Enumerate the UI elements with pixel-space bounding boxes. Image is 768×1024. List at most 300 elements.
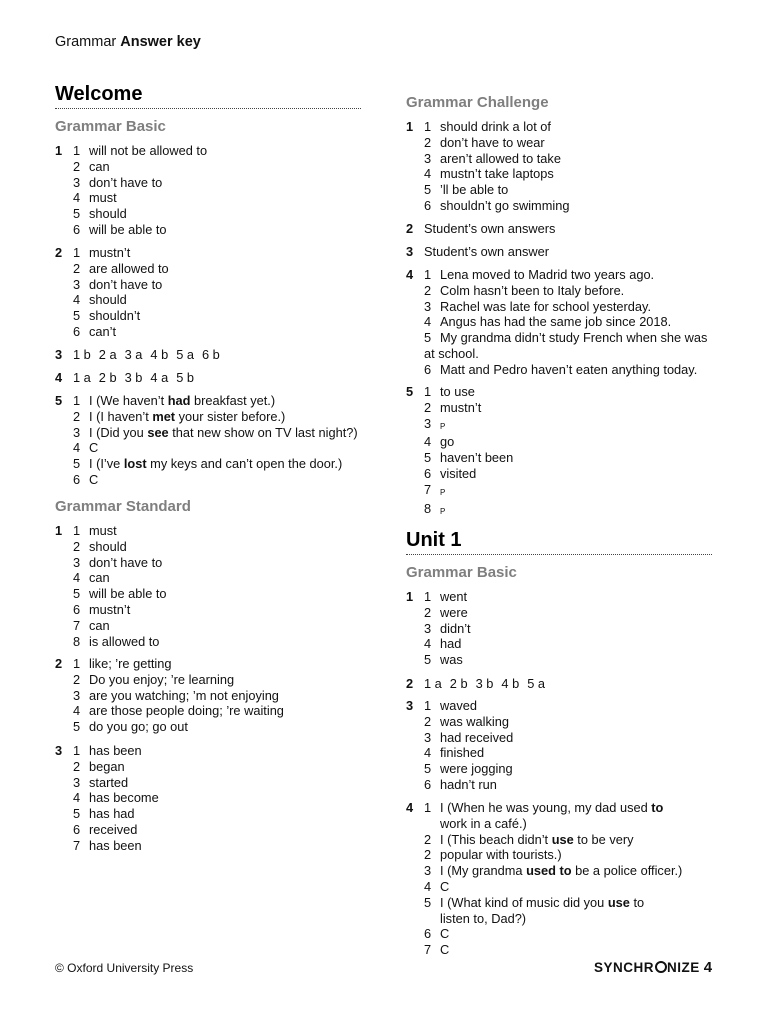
answer-row xyxy=(406,777,716,793)
question-number xyxy=(55,190,73,206)
item-number: 8 xyxy=(73,633,81,649)
answer-row xyxy=(406,926,716,942)
answer-row xyxy=(406,135,716,151)
brand-text-start: SYNCHR xyxy=(594,960,655,975)
item-number: 4 xyxy=(424,745,432,761)
answer-item: 4 a xyxy=(150,370,169,385)
answer-row xyxy=(406,466,716,482)
item-number: 4 xyxy=(424,878,432,894)
answer-row xyxy=(55,190,365,206)
question-number xyxy=(406,416,424,435)
answer-text: can xyxy=(89,158,110,174)
answer-row xyxy=(55,703,365,719)
answer-item: 5 b xyxy=(176,370,194,385)
answer-row xyxy=(406,942,716,958)
answer-row xyxy=(55,523,365,539)
question-number xyxy=(406,330,424,346)
answer-text: hadn’t run xyxy=(440,776,497,792)
item-number: 2 xyxy=(424,847,432,863)
answer-keyword: use xyxy=(551,831,574,847)
answer-row xyxy=(55,634,365,650)
item-number: 7 xyxy=(73,617,81,633)
item-number: 2 xyxy=(424,399,432,415)
answer-row xyxy=(55,370,365,386)
answer-text: haven’t been xyxy=(440,450,514,466)
item-number: 3 xyxy=(424,620,432,636)
answer-row xyxy=(406,847,716,863)
answer-text: had received xyxy=(440,729,514,745)
answer-text: Angus has had the same job since 2018. xyxy=(440,314,672,330)
answer-row xyxy=(406,698,716,714)
answer-text: has become xyxy=(89,790,159,806)
brand-text-end: NIZE xyxy=(667,960,700,975)
question-number xyxy=(406,621,424,637)
answer-text: were xyxy=(440,604,468,620)
answer-row xyxy=(55,409,365,425)
question-number xyxy=(55,688,73,704)
item-number: 3 xyxy=(73,276,81,292)
item-number: 5 xyxy=(73,806,81,822)
question-number: 2 xyxy=(55,245,63,260)
item-number: 1 xyxy=(73,245,81,260)
answer-row xyxy=(406,652,716,668)
tick-mark: P xyxy=(440,487,446,497)
question-number xyxy=(406,761,424,777)
answer-item: 3 b xyxy=(124,370,143,385)
question-number: 2 xyxy=(406,676,414,691)
answer-row xyxy=(55,292,365,308)
item-number: 7 xyxy=(424,942,432,958)
answer-row xyxy=(406,221,716,237)
item-number: 2 xyxy=(73,758,81,774)
answer-text: shouldn’t xyxy=(89,308,141,324)
item-number: 6 xyxy=(424,926,432,942)
question-number: 3 xyxy=(406,698,414,713)
item-number: 4 xyxy=(73,570,81,586)
item-number: 5 xyxy=(424,182,432,198)
copyright: © Oxford University Press xyxy=(55,961,194,975)
question-number xyxy=(406,450,424,466)
answer-text: is allowed to xyxy=(89,633,160,649)
answer-item: 5 a xyxy=(176,347,194,362)
answer-row xyxy=(55,586,365,602)
answer-text: Lena moved to Madrid two years ago. xyxy=(440,267,655,282)
answer-keyword: used to xyxy=(526,863,572,879)
answer-text: I (When he was young, my dad used to xyxy=(440,800,664,815)
answer-row xyxy=(406,730,716,746)
answer-text: go xyxy=(440,434,455,450)
item-number: 6 xyxy=(73,323,81,339)
answer-text: must xyxy=(89,523,117,538)
question-number xyxy=(406,847,424,863)
answer-row xyxy=(406,362,716,378)
answer-text: will not be allowed to xyxy=(89,143,208,158)
answer-text: was xyxy=(440,652,463,668)
answer-keyword: use xyxy=(607,894,630,910)
answer-text: Student’s own answer xyxy=(424,244,549,259)
answer-item: 2 b xyxy=(449,676,468,691)
answer-row xyxy=(406,198,716,214)
unit1-title: Unit 1 xyxy=(406,529,712,555)
item-number: 3 xyxy=(424,298,432,314)
item-number: 5 xyxy=(424,761,432,777)
answer-row xyxy=(406,450,716,466)
question-number xyxy=(55,822,73,838)
answer-text: C xyxy=(89,440,99,456)
question-number xyxy=(406,911,424,927)
brand-o-icon xyxy=(655,961,667,973)
item-number: 2 xyxy=(424,831,432,847)
answer-text: can xyxy=(89,570,110,586)
item-number: 1 xyxy=(424,589,432,604)
answer-row xyxy=(55,324,365,340)
answer-text: Rachel was late for school yesterday. xyxy=(440,298,652,314)
question-number: 3 xyxy=(55,743,63,758)
answer-row xyxy=(406,745,716,761)
answer-text: should drink a lot of xyxy=(440,119,551,134)
answer-row xyxy=(55,775,365,791)
answer-text: I (I haven’t met your sister before.) xyxy=(89,408,286,424)
answer-continuation: at school. xyxy=(424,345,479,361)
answer-text: C xyxy=(89,471,99,487)
answer-text: had xyxy=(440,636,462,652)
question-number xyxy=(55,555,73,571)
question-number xyxy=(406,314,424,330)
answer-row xyxy=(55,456,365,472)
answer-text: will be able to xyxy=(89,221,167,237)
answer-keyword: met xyxy=(152,408,176,424)
item-number: 4 xyxy=(73,440,81,456)
answer-text: mustn’t xyxy=(440,399,482,415)
challenge-q3 xyxy=(406,244,716,260)
item-number: 2 xyxy=(73,671,81,687)
question-number xyxy=(406,466,424,482)
answer-row xyxy=(55,425,365,441)
item-number: 2 xyxy=(73,408,81,424)
item-number: 1 xyxy=(73,656,81,671)
answer-row xyxy=(55,245,365,261)
question-number xyxy=(55,175,73,191)
question-number xyxy=(55,703,73,719)
question-number: 1 xyxy=(406,119,414,134)
question-number xyxy=(55,719,73,735)
unit1-q1 xyxy=(406,589,716,668)
challenge-q5 xyxy=(406,384,716,519)
answer-text: listen to, Dad?) xyxy=(440,910,527,926)
unit1-q3 xyxy=(406,698,716,793)
answer-text: are those people doing; ’re waiting xyxy=(89,703,284,719)
answer-text: went xyxy=(440,589,468,604)
question-number: 1 xyxy=(55,523,63,538)
answer-text: finished xyxy=(440,745,485,761)
question-number xyxy=(55,277,73,293)
answer-text: don’t have to xyxy=(89,276,163,292)
answer-row xyxy=(406,911,716,927)
item-number: 1 xyxy=(424,267,432,282)
level-number: 4 xyxy=(703,959,713,976)
question-number xyxy=(55,222,73,238)
answer-item: 4 b xyxy=(501,676,520,691)
question-number: 5 xyxy=(55,393,63,408)
answer-text: Colm hasn’t been to Italy before. xyxy=(440,282,625,298)
question-number xyxy=(55,586,73,602)
question-number xyxy=(406,863,424,879)
answer-items xyxy=(73,370,202,386)
answer-row xyxy=(406,589,716,605)
question-number xyxy=(406,942,424,958)
question-number xyxy=(55,570,73,586)
answer-text: has been xyxy=(89,743,142,758)
item-number: 4 xyxy=(424,166,432,182)
header-bold: Answer key xyxy=(120,34,201,50)
question-number xyxy=(55,472,73,488)
item-number: 5 xyxy=(73,719,81,735)
item-number: 6 xyxy=(73,471,81,487)
item-number: 3 xyxy=(424,863,432,879)
item-number: 3 xyxy=(73,554,81,570)
answer-text: waved xyxy=(440,698,477,713)
basic-q5 xyxy=(55,393,365,488)
item-number: 6 xyxy=(424,776,432,792)
welcome-title: Welcome xyxy=(55,83,361,109)
question-number xyxy=(55,634,73,650)
page-header xyxy=(55,34,201,50)
answer-text: I (We haven’t had breakfast yet.) xyxy=(89,393,276,408)
answer-row xyxy=(55,347,365,363)
answer-text: C xyxy=(440,878,450,894)
answer-text: I (My grandma used to be a police officer.) xyxy=(440,863,683,879)
item-number: 5 xyxy=(424,330,432,346)
answer-text: are allowed to xyxy=(89,260,169,276)
answer-text: C xyxy=(440,942,450,958)
answer-item: 3 a xyxy=(124,347,143,362)
answer-row xyxy=(406,636,716,652)
answer-text: to use xyxy=(440,384,475,399)
answer-text: has had xyxy=(89,806,135,822)
answer-text xyxy=(440,482,716,501)
question-number xyxy=(55,159,73,175)
answer-text: Matt and Pedro haven’t eaten anything today. xyxy=(440,361,698,377)
answer-text: visited xyxy=(440,465,477,481)
question-number: 4 xyxy=(55,370,63,385)
answer-text: C xyxy=(440,926,450,942)
answer-text: I (What kind of music did you use to xyxy=(440,894,645,910)
question-number xyxy=(406,299,424,315)
answer-row xyxy=(55,393,365,409)
item-number: 1 xyxy=(73,523,81,538)
challenge-q4 xyxy=(406,267,716,378)
item-number: 3 xyxy=(73,774,81,790)
answer-row xyxy=(55,143,365,159)
item-number: 7 xyxy=(73,837,81,853)
answer-text: don’t have to xyxy=(89,554,163,570)
question-number xyxy=(406,198,424,214)
answer-keyword: lost xyxy=(123,456,147,472)
item-number: 4 xyxy=(73,292,81,308)
question-number xyxy=(406,636,424,652)
tick-mark: P xyxy=(440,421,446,431)
answer-text: has been xyxy=(89,837,142,853)
question-number: 4 xyxy=(406,267,414,282)
answer-row xyxy=(406,151,716,167)
answer-items xyxy=(73,347,228,363)
question-number xyxy=(406,151,424,167)
item-number: 1 xyxy=(424,800,432,815)
answer-row xyxy=(55,656,365,672)
item-number: 2 xyxy=(73,260,81,276)
item-number: 6 xyxy=(73,821,81,837)
question-number xyxy=(406,182,424,198)
answer-item: 1 b xyxy=(73,347,91,362)
answer-row xyxy=(55,539,365,555)
item-number: 1 xyxy=(424,119,432,134)
answer-text: don’t have to wear xyxy=(440,134,545,150)
item-number: 5 xyxy=(424,450,432,466)
answer-text: must xyxy=(89,190,117,206)
answer-row xyxy=(406,314,716,330)
question-number: 4 xyxy=(406,800,414,815)
item-number: 2 xyxy=(424,134,432,150)
unit1-q4 xyxy=(406,800,716,958)
item-number xyxy=(424,816,440,832)
answer-text: should xyxy=(89,538,127,554)
answer-text: was walking xyxy=(440,713,509,729)
question-number xyxy=(55,308,73,324)
answer-row xyxy=(406,761,716,777)
answer-item: 1 a xyxy=(424,676,442,691)
answer-row xyxy=(55,759,365,775)
item-number: 3 xyxy=(424,729,432,745)
welcome-basic-title: Grammar Basic xyxy=(55,118,166,135)
answer-row xyxy=(406,832,716,848)
item-number: 6 xyxy=(424,197,432,213)
question-number xyxy=(55,672,73,688)
question-number xyxy=(406,895,424,911)
question-number xyxy=(55,292,73,308)
question-number xyxy=(406,400,424,416)
answer-text: should xyxy=(89,206,127,222)
item-number: 6 xyxy=(424,465,432,481)
answer-item: 4 b xyxy=(150,347,169,362)
answer-item: 3 b xyxy=(475,676,494,691)
answer-row xyxy=(55,838,365,854)
question-number xyxy=(406,714,424,730)
item-number: 5 xyxy=(73,586,81,602)
item-number: 2 xyxy=(73,538,81,554)
question-number: 5 xyxy=(406,384,414,399)
answer-keyword: see xyxy=(147,424,169,440)
answer-text: aren’t allowed to take xyxy=(440,150,561,166)
question-number xyxy=(406,745,424,761)
item-number: 2 xyxy=(424,282,432,298)
question-number xyxy=(55,602,73,618)
question-number xyxy=(55,456,73,472)
item-number: 4 xyxy=(424,314,432,330)
question-number xyxy=(55,775,73,791)
item-number: 1 xyxy=(424,698,432,713)
question-number xyxy=(406,283,424,299)
answer-row xyxy=(55,277,365,293)
unit1-q2 xyxy=(406,676,716,692)
answer-row xyxy=(55,440,365,456)
answer-row xyxy=(55,570,365,586)
answer-row xyxy=(55,602,365,618)
standard-q3 xyxy=(55,743,365,854)
answer-row xyxy=(55,175,365,191)
question-number xyxy=(406,777,424,793)
item-number: 3 xyxy=(73,424,81,440)
answer-row xyxy=(55,159,365,175)
question-number xyxy=(55,440,73,456)
item-number: 4 xyxy=(73,790,81,806)
answer-row xyxy=(406,267,716,283)
answer-item: 1 a xyxy=(73,370,91,385)
question-number xyxy=(406,362,424,378)
answer-row xyxy=(55,555,365,571)
item-number: 5 xyxy=(424,652,432,668)
answer-row xyxy=(406,400,716,416)
answer-row xyxy=(406,283,716,299)
item-number: 5 xyxy=(73,308,81,324)
answer-row xyxy=(55,206,365,222)
answer-text: started xyxy=(89,774,129,790)
answer-row xyxy=(406,714,716,730)
question-number xyxy=(55,261,73,277)
answer-row xyxy=(406,895,716,911)
item-number: 4 xyxy=(73,703,81,719)
answer-text: shouldn’t go swimming xyxy=(440,197,570,213)
item-number: 6 xyxy=(424,361,432,377)
item-number: 3 xyxy=(424,415,432,431)
item-number: 7 xyxy=(424,481,432,497)
item-number: 6 xyxy=(73,601,81,617)
question-number xyxy=(406,816,424,832)
answer-row xyxy=(406,244,716,260)
answer-row xyxy=(406,119,716,135)
answer-text: received xyxy=(89,821,138,837)
answer-item: 2 a xyxy=(98,347,117,362)
question-number xyxy=(406,135,424,151)
answer-row xyxy=(406,879,716,895)
basic-q1 xyxy=(55,143,365,238)
question-number xyxy=(55,324,73,340)
question-number xyxy=(406,730,424,746)
item-number: 1 xyxy=(73,743,81,758)
answer-text: can xyxy=(89,617,110,633)
item-number xyxy=(424,911,440,927)
answer-row xyxy=(406,676,716,692)
answer-keyword: had xyxy=(167,393,191,408)
item-number: 1 xyxy=(73,143,81,158)
question-number xyxy=(406,166,424,182)
item-number: 3 xyxy=(424,150,432,166)
answer-text: will be able to xyxy=(89,586,167,602)
answer-row xyxy=(406,482,716,501)
brand-logo xyxy=(594,959,713,976)
answer-row xyxy=(406,863,716,879)
answer-row xyxy=(55,672,365,688)
question-number xyxy=(55,618,73,634)
item-number: 3 xyxy=(73,687,81,703)
answer-row xyxy=(55,308,365,324)
answer-row xyxy=(406,299,716,315)
question-number xyxy=(55,425,73,441)
answer-text: began xyxy=(89,758,125,774)
question-number: 2 xyxy=(406,221,414,236)
answer-text: ’ll be able to xyxy=(440,182,509,198)
answer-row xyxy=(55,688,365,704)
item-number: 5 xyxy=(424,894,432,910)
